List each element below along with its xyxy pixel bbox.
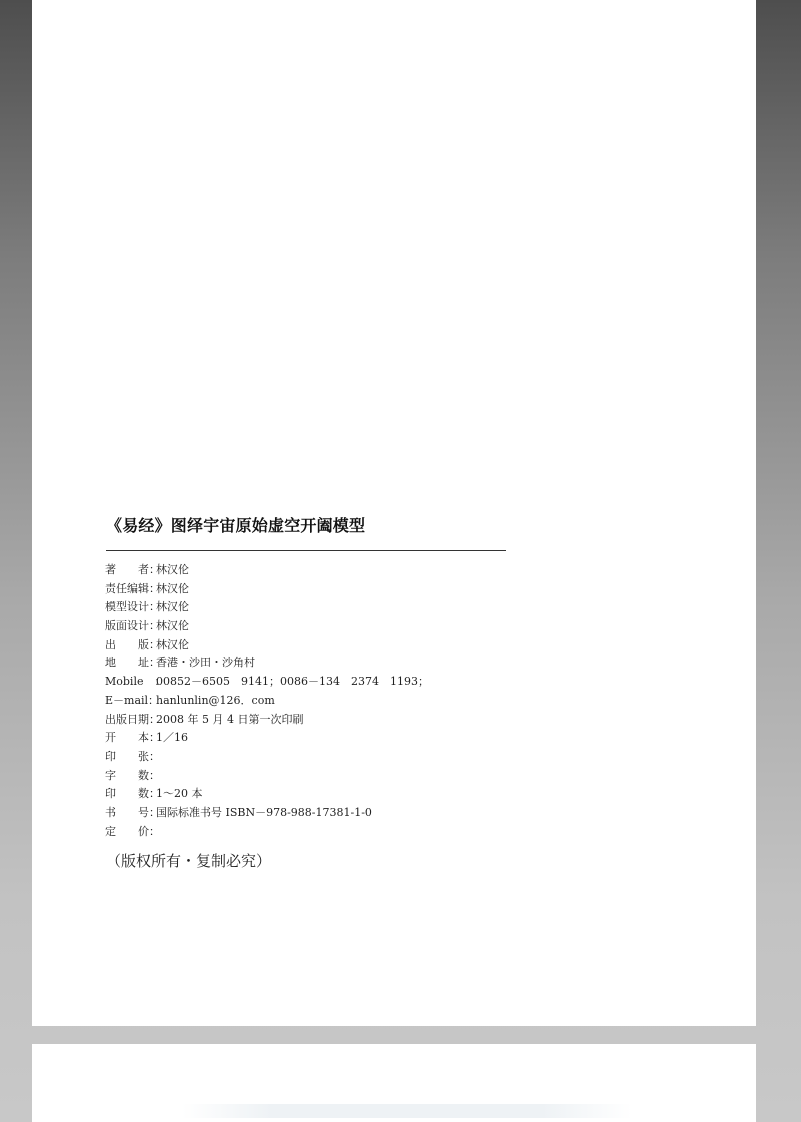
page-scan-band: [182, 1104, 632, 1118]
colophon-label: 开 本：: [105, 731, 160, 745]
colophon-label: 字 数：: [105, 768, 160, 782]
colophon-value: 1／16: [156, 731, 188, 745]
colophon-label: 版面设计：: [105, 619, 160, 633]
document-page: [32, 0, 756, 1026]
colophon-list: [105, 561, 429, 841]
colophon-label: 书 号：: [105, 805, 160, 819]
colophon-value: 00852－6505 9141；0086－134 2374 1193；: [156, 675, 429, 689]
colophon-label: 印 数：: [105, 787, 160, 801]
colophon-value: 2008 年 5 月 4 日第一次印刷: [156, 712, 304, 726]
colophon-row-word-count: [105, 767, 429, 786]
title-divider: [106, 550, 506, 551]
colophon-label: 著 者：: [105, 563, 160, 576]
colophon-value: 林汉伦: [156, 619, 189, 633]
colophon-value: 国际标准书号 ISBN－978-988-17381-1-0: [156, 805, 372, 819]
colophon-row-email: [105, 692, 429, 711]
colophon-label: 出 版：: [105, 637, 160, 651]
colophon-row-address: [105, 654, 429, 673]
copyright-notice: （版权所有・复制必究）: [106, 852, 272, 870]
colophon-row-format: [105, 729, 429, 748]
colophon-row-price: [105, 823, 429, 842]
colophon-value: 林汉伦: [156, 581, 189, 595]
colophon-row-editor: [105, 580, 429, 599]
colophon-value: 香港・沙田・沙角村: [156, 656, 255, 670]
book-title: 《易经》图绎宇宙原始虚空开阖模型: [106, 516, 366, 535]
colophon-label: 出版日期：: [105, 712, 160, 726]
colophon-label: Mobile ：: [105, 675, 166, 689]
colophon-row-printed-sheets: [105, 748, 429, 767]
colophon-row-isbn: [105, 804, 429, 823]
colophon-label: 地 址：: [105, 656, 160, 670]
next-document-page: [32, 1044, 756, 1122]
colophon-row-model-design: [105, 598, 429, 617]
colophon-value: 林汉伦: [156, 637, 189, 651]
colophon-row-publisher: [105, 636, 429, 655]
colophon-row-author: [105, 561, 429, 580]
colophon-value: hanlunlin@126．com: [156, 693, 275, 707]
colophon-label: E－mail：: [105, 693, 160, 707]
colophon-value: 林汉伦: [156, 600, 189, 614]
colophon-label: 印 张：: [105, 749, 160, 763]
colophon-row-publish-date: [105, 711, 429, 730]
colophon-row-mobile: [105, 673, 429, 692]
colophon-label: 模型设计：: [105, 600, 160, 614]
colophon-value: 林汉伦: [156, 563, 189, 576]
colophon-row-layout-design: [105, 617, 429, 636]
colophon-value: 1～20 本: [156, 787, 203, 801]
colophon-row-print-run: [105, 785, 429, 804]
colophon-label: 责任编辑：: [105, 581, 160, 595]
colophon-label: 定 价：: [105, 824, 160, 838]
